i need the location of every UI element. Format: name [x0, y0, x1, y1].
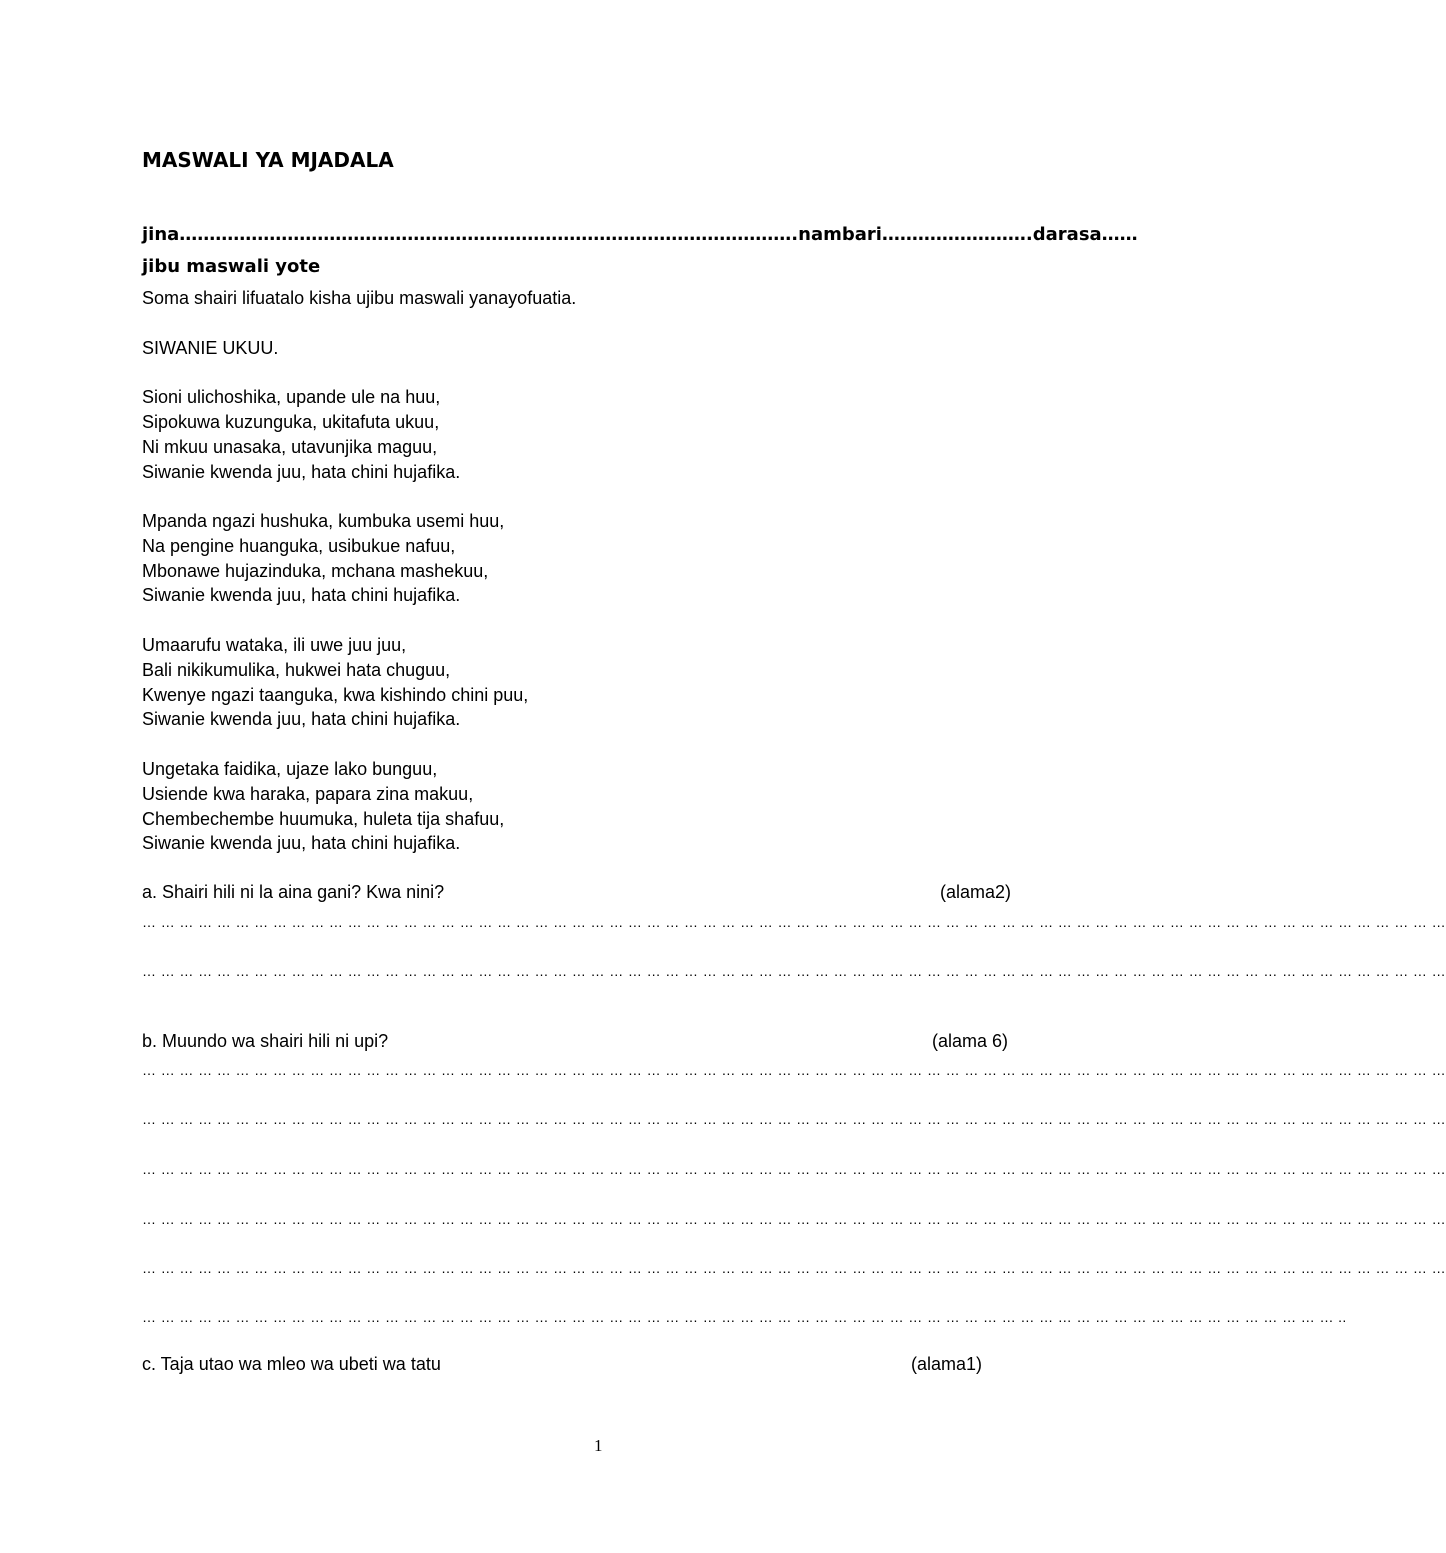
student-info-line: jina………………………………………………………………………………………….nambari…………………….darasa……	[142, 224, 1138, 245]
poem-line: Ungetaka faidika, ujaze lako bunguu,	[142, 759, 438, 779]
page-title: MASWALI YA MJADALA	[142, 148, 394, 172]
poem-line: Siwanie kwenda juu, hata chini hujafika.	[142, 709, 461, 729]
poem-line: Ni mkuu unasaka, utavunjika maguu,	[142, 437, 438, 457]
answer-line[interactable]: … … … … … … … … … … … … … … … … … … … … … … … … … … … … … … … … … … … … … … … … … … … … … … … … … … … … … … … … … … … … … … … … ..	[142, 1309, 1347, 1325]
instruction: jibu maswali yote	[142, 256, 321, 277]
poem-line: Umaarufu wataka, ili uwe juu juu,	[142, 635, 407, 655]
question-a: a. Shairi hili ni la aina gani? Kwa nini?	[142, 882, 445, 902]
intro-text: Soma shairi lifuatalo kisha ujibu maswali yanayofuatia.	[142, 288, 577, 308]
poem-line: Siwanie kwenda juu, hata chini hujafika.	[142, 585, 461, 605]
answer-line[interactable]: … … … … … … … … … … … … … … … … … … … … … … … … … … … … … … … … … … … … … … … … … … … … … … … … … … … … … … … … … … … … … … … … … … … … … …	[142, 1111, 1446, 1127]
question-c-marks: (alama1)	[911, 1354, 983, 1374]
poem-line: Mbonawe hujazinduka, mchana mashekuu,	[142, 561, 489, 581]
question-b-marks: (alama 6)	[932, 1031, 1009, 1051]
poem-line: Chembechembe huumuka, huleta tija shafuu,	[142, 809, 505, 829]
answer-line[interactable]: … … … … … … … … … … … … … … … … … … … … … … … … … … … … … … … … … … … … … … … … … … … … … … … … … … … … … … … … … … … … … … … … … … … … … …	[142, 963, 1446, 979]
poem-line: Na pengine huanguka, usibukue nafuu,	[142, 536, 456, 556]
question-b: b. Muundo wa shairi hili ni upi?	[142, 1031, 389, 1051]
answer-line[interactable]: … … … … … … … … … … … … … … … … … … … … … … … … … … … … … … … … … … … … … … … … … … … … … … … … … … … … … … … … … … … … … … … … … … … … … …	[142, 1260, 1446, 1276]
question-c: c. Taja utao wa mleo wa ubeti wa tatu	[142, 1354, 441, 1374]
answer-line[interactable]: … … … … … … … … … … … … … … … … … … … … … … … … … … … … … … … … … … … … … … … … … … … … … … … … … … … … … … … … … … … … … … … … … … … … … …	[142, 914, 1446, 930]
question-a-marks: (alama2)	[940, 882, 1012, 902]
poem-line: Sipokuwa kuzunguka, ukitafuta ukuu,	[142, 412, 440, 432]
poem-line: Sioni ulichoshika, upande ule na huu,	[142, 387, 441, 407]
answer-line[interactable]: … … … … … … … … … … … … … … … … … … … … … … … … … … … … … … … … … … … … … … … … … … … … … … … … … … … … … … … … … … … … … … … … … … … … … …	[142, 1062, 1446, 1078]
poem-line: Usiende kwa haraka, papara zina makuu,	[142, 784, 474, 804]
poem-line: Bali nikikumulika, hukwei hata chuguu,	[142, 660, 451, 680]
poem-line: Mpanda ngazi hushuka, kumbuka usemi huu,	[142, 511, 505, 531]
poem-line: Siwanie kwenda juu, hata chini hujafika.	[142, 462, 461, 482]
poem-title: SIWANIE UKUU.	[142, 338, 279, 358]
page-number: 1	[594, 1436, 603, 1455]
poem-line: Siwanie kwenda juu, hata chini hujafika.	[142, 833, 461, 853]
answer-line[interactable]: … … … … … … … … … … … … … … … … … … … … … … … … … … … … … … … … … … … … … … … … … … … … … … … … … … … … … … … … … … … … … … … … … … … … … …	[142, 1161, 1446, 1177]
answer-line[interactable]: … … … … … … … … … … … … … … … … … … … … … … … … … … … … … … … … … … … … … … … … … … … … … … … … … … … … … … … … … … … … … … … … … … … … … …	[142, 1211, 1446, 1227]
poem-line: Kwenye ngazi taanguka, kwa kishindo chini puu,	[142, 685, 529, 705]
